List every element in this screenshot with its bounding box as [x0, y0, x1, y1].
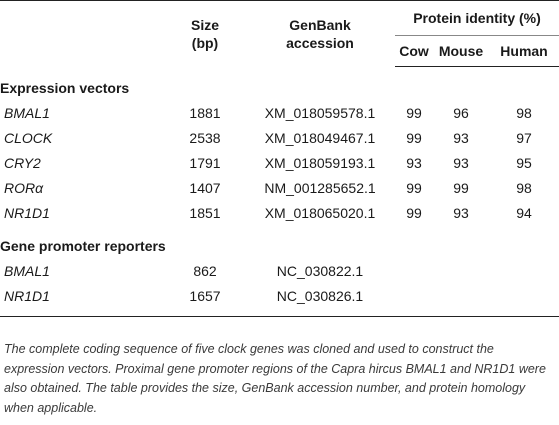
human-identity-cell: 98 — [516, 179, 532, 196]
gene-column-header — [0, 1, 165, 67]
accession-cell: XM_018059193.1 — [264, 154, 376, 171]
cow-identity-cell: 93 — [406, 154, 422, 171]
size-cell: 1407 — [189, 179, 221, 196]
accession-cell: NC_030826.1 — [276, 287, 364, 304]
table-row — [0, 200, 559, 225]
mouse-identity-cell: 93 — [453, 129, 469, 146]
accession-cell: XM_018059578.1 — [264, 104, 376, 121]
table-row — [0, 150, 559, 175]
section-title: Expression vectors — [0, 80, 130, 96]
cow-identity-cell: 99 — [406, 204, 422, 221]
gene-name-cell: CRY2 — [4, 154, 41, 171]
genbank-header-line1: GenBank — [289, 16, 351, 33]
mouse-column-header: Mouse — [433, 36, 489, 67]
mouse-identity-cell — [433, 283, 489, 308]
size-column-header — [165, 1, 245, 67]
accession-cell: XM_018065020.1 — [264, 204, 376, 221]
gene-name-cell: BMAL1 — [4, 104, 50, 121]
size-cell: 1881 — [189, 104, 221, 121]
section-header-row — [0, 225, 559, 258]
mouse-identity-cell: 99 — [453, 179, 469, 196]
table-bottom-rule — [0, 308, 559, 317]
gene-name-cell: NR1D1 — [4, 287, 50, 304]
gene-name-cell: RORα — [4, 179, 44, 196]
section-header-row — [0, 67, 559, 101]
table-row — [0, 258, 559, 283]
accession-cell: NC_030822.1 — [276, 262, 364, 279]
table-row — [0, 175, 559, 200]
cow-identity-cell: 99 — [406, 129, 422, 146]
size-cell: 1791 — [189, 154, 221, 171]
header-row-1 — [0, 1, 559, 36]
table-row — [0, 100, 559, 125]
human-identity-cell: 97 — [516, 129, 532, 146]
mouse-identity-cell — [433, 258, 489, 283]
cow-identity-cell — [395, 258, 433, 283]
size-header-line2: (bp) — [191, 34, 219, 51]
human-identity-cell: 98 — [516, 104, 532, 121]
size-header-line1: Size — [190, 16, 219, 33]
size-cell: 862 — [193, 262, 217, 279]
size-cell: 1851 — [189, 204, 221, 221]
genbank-column-header — [245, 1, 395, 67]
mouse-identity-cell: 93 — [453, 154, 469, 171]
table-bottom-rule-cell — [0, 308, 559, 317]
human-column-header: Human — [489, 36, 559, 67]
gene-name-cell: CLOCK — [4, 129, 53, 146]
human-identity-cell: 94 — [516, 204, 532, 221]
mouse-identity-cell: 96 — [453, 104, 469, 121]
genbank-header-line2: accession — [286, 34, 354, 51]
table-row — [0, 283, 559, 308]
section-title: Gene promoter reporters — [0, 238, 166, 254]
table-row — [0, 125, 559, 150]
table-caption: The complete coding sequence of five clock genes was cloned and used to construct the expression vectors. Proximal gene promoter regions of the Capra hircus BMAL1 and NR1D1 were also obtained. The table provides the size, GenBank accession number, and protein homology when applicable. — [4, 342, 546, 415]
cow-identity-cell: 99 — [406, 179, 422, 196]
table-body — [0, 67, 559, 317]
human-identity-cell — [489, 283, 559, 308]
size-cell: 2538 — [189, 129, 221, 146]
accession-cell: NM_001285652.1 — [264, 179, 376, 196]
gene-name-cell: NR1D1 — [4, 204, 50, 221]
protein-identity-header: Protein identity (%) — [395, 1, 559, 36]
mouse-identity-cell: 93 — [453, 204, 469, 221]
cow-identity-cell — [395, 283, 433, 308]
cow-column-header: Cow — [395, 36, 433, 67]
human-identity-cell: 95 — [516, 154, 532, 171]
accession-cell: XM_018049467.1 — [264, 129, 376, 146]
size-cell: 1657 — [189, 287, 221, 304]
gene-name-cell: BMAL1 — [4, 262, 50, 279]
cow-identity-cell: 99 — [406, 104, 422, 121]
human-identity-cell — [489, 258, 559, 283]
